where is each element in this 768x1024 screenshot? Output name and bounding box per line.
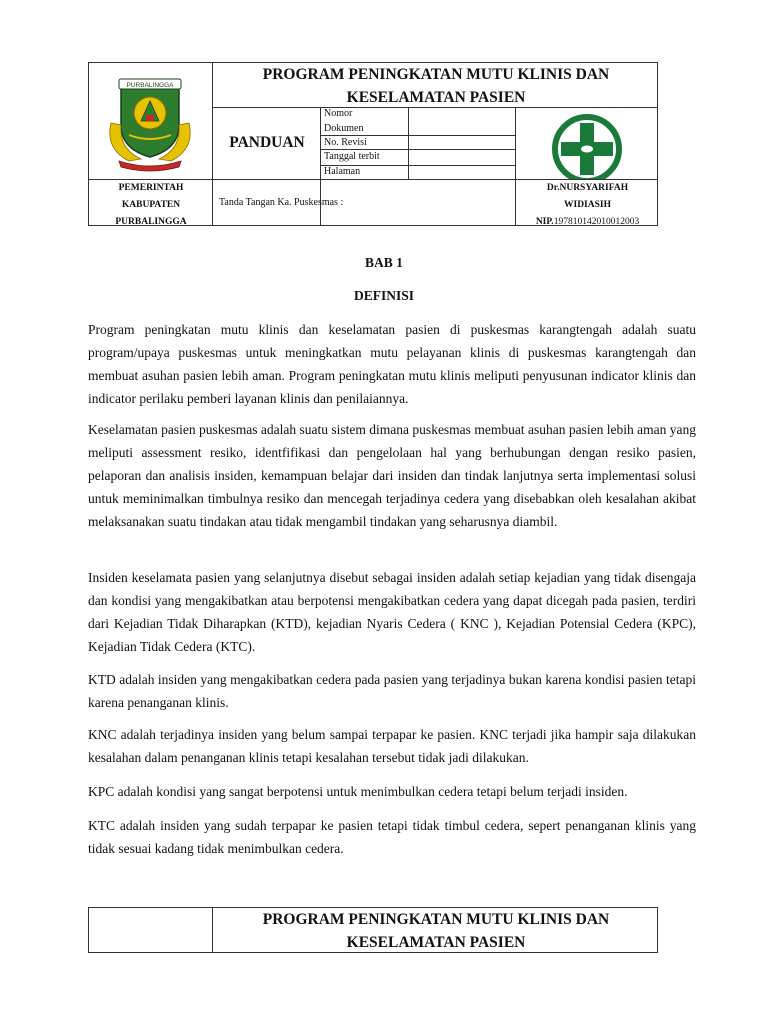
paragraph-4: KTD adalah insiden yang mengakibatkan cedera pada pasien yang terjadinya bukan karena kondisi pasien tetapi karena penanganan klinis. [88, 672, 696, 710]
doc-type-label: PANDUAN [229, 134, 305, 151]
paragraph-1: Program peningkatan mutu klinis dan keselamatan pasien di puskesmas karangtengah adalah suatu program/upaya puskesmas untuk meningkatkan mutu pelayanan klinis di puskesmas karangtengah dan membuat asuhan pasien lebih aman. Program peningkatan mutu klinis meliputi penyusunan indicator klinis dan indicator perilaku pemberi layanan klinis dan penilaiannya. [88, 322, 696, 406]
signer-nip [516, 214, 659, 231]
puskesmas-cross-logo [516, 107, 659, 179]
org-line-1: PEMERINTAH [118, 183, 184, 193]
paragraph-3: Insiden keselamata pasien yang selanjutnya disebut sebagai insiden adalah setiap kejadian yang tidak disengaja dan kondisi yang mengakibatkan atau berpotensi mengakibatkan cedera yang dapat dicegah pada pasien, terdiri dari Kejadian Tidak Diharapkan (KTD), kejadian Nyaris Cedera ( KNC ), Kejadian Potensial Cedera (KPC), Kejadian Tidak Cedera (KTC). [88, 570, 696, 654]
meta-tanggal: Tanggal terbit [324, 151, 380, 162]
paragraph-7: KTC adalah insiden yang sudah terpapar ke pasien tetapi tidak timbul cedera, sepert penanganan klinis yang tidak sesuai kadang tidak menimbulkan cedera. [88, 818, 696, 856]
next-page-header-table [88, 907, 658, 953]
meta-nomor: Nomor [324, 108, 353, 119]
meta-revisi: No. Revisi [324, 137, 367, 148]
document-header-table [88, 62, 658, 226]
chapter-title: BAB 1 [365, 255, 403, 270]
org-line-3: PURBALINGGA [115, 217, 187, 227]
header-title-line2: KESELAMATAN PASIEN [346, 89, 526, 106]
next-page-title-line2: KESELAMATAN PASIEN [346, 934, 526, 951]
signer-block [516, 180, 659, 227]
next-page-title-line1: PROGRAM PENINGKATAN MUTU KLINIS DAN [262, 911, 610, 928]
meta-dokumen: Dokumen [324, 123, 364, 134]
section-title: DEFINISI [353, 288, 415, 303]
nip-value: 197810142010012003 [553, 217, 640, 227]
paragraph-2: Keselamatan pasien puskesmas adalah suatu sistem dimana puskesmas membuat asuhan pasien lebih aman yang meliputi assessment resiko, identfifikasi dan pengelolaan hal yang berhubungan dengan resiko pasien, pelaporan dan analisis insiden, kemampuan belajar dari insiden dan tindak lanjutnya serta implementasi solusi untuk meminimalkan timbulnya resiko dan mencegah terjadinya cedera yang disebabkan oleh kesalahan akibat melaksanakan suatu tindakan atau tidak mengambil tindakan yang seharusnya diambil. [88, 422, 696, 529]
paragraph-6: KPC adalah kondisi yang sangat berpotensi untuk menimbulkan cedera tetapi belum terjadi insiden. [88, 784, 628, 799]
paragraph-5: KNC adalah terjadinya insiden yang belum sampai terpapar ke pasien. KNC terjadi jika hampir saja dilakukan kesalahan dalam penanganan klinis tetapi kesalahan tersebut tidak jadi dilakukan. [88, 727, 696, 765]
next-page-header-title [213, 908, 659, 954]
svg-text:PURBALINGGA: PURBALINGGA [126, 82, 174, 89]
purbalingga-logo [89, 63, 213, 179]
org-line-2: KABUPATEN [121, 200, 181, 210]
nip-label: NIP. [535, 217, 554, 227]
signer-name-line1: Dr.NURSYARIFAH [546, 183, 629, 193]
signature-label: Tanda Tangan Ka. Puskesmas : [219, 197, 344, 208]
meta-halaman: Halaman [324, 166, 361, 177]
org-name [89, 180, 213, 227]
signer-name-line2: WIDIASIH [564, 200, 611, 210]
header-title [213, 63, 659, 107]
header-title-line1: PROGRAM PENINGKATAN MUTU KLINIS DAN [262, 66, 610, 83]
